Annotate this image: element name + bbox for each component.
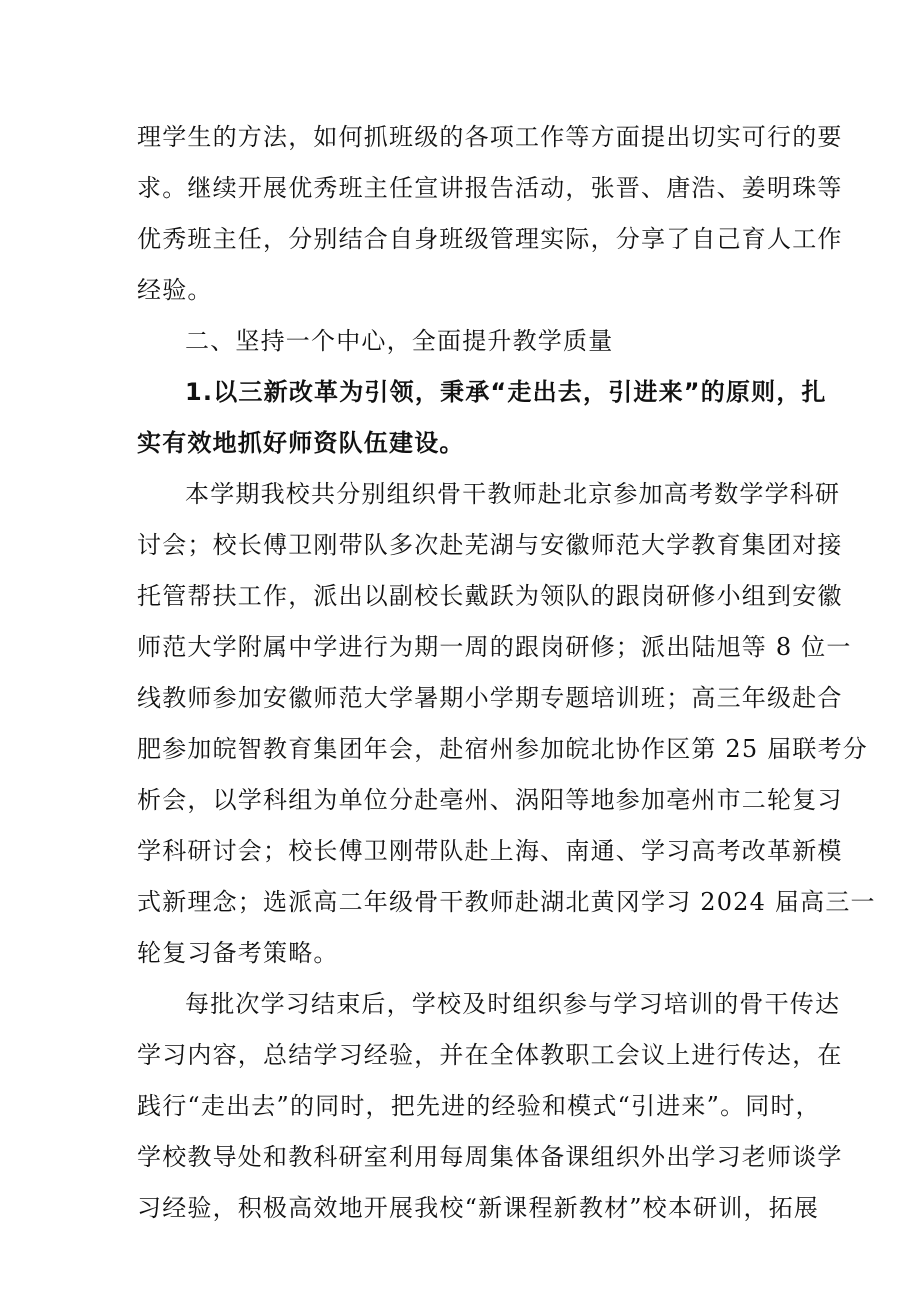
text-line: 经验。 xyxy=(137,276,213,304)
text-line: 肥参加皖智教育集团年会，赴宿州参加皖北协作区第 25 届联考分 xyxy=(137,735,868,763)
text-line: 轮复习备考策略。 xyxy=(137,939,339,967)
text-line: 线教师参加安徽师范大学暑期小学期专题培训班；高三年级赴合 xyxy=(137,684,843,712)
text-line: 学校教导处和教科研室利用每周集体备课组织外出学习老师谈学 xyxy=(137,1143,843,1171)
document-body xyxy=(137,112,876,1234)
subheading-line: 实有效地抓好师资队伍建设。 xyxy=(137,429,465,457)
text-line: 理学生的方法，如何抓班级的各项工作等方面提出切实可行的要 xyxy=(137,123,843,151)
text-line: 师范大学附属中学进行为期一周的跟岗研修；派出陆旭等 8 位一 xyxy=(137,633,852,661)
text-line: 式新理念；选派高二年级骨干教师赴湖北黄冈学习 2024 届高三一 xyxy=(137,888,876,916)
text-line: 讨会；校长傅卫刚带队多次赴芜湖与安徽师范大学教育集团对接 xyxy=(137,531,843,559)
text-line: 践行“走出去”的同时，把先进的经验和模式“引进来”。同时， xyxy=(137,1092,821,1120)
text-line: 析会，以学科组为单位分赴亳州、涡阳等地参加亳州市二轮复习 xyxy=(137,786,843,814)
text-line: 学习内容，总结学习经验，并在全体教职工会议上进行传达，在 xyxy=(137,1041,843,1069)
text-line: 每批次学习结束后，学校及时组织参与学习培训的骨干传达 xyxy=(185,990,841,1018)
section-heading: 二、坚持一个中心，全面提升教学质量 xyxy=(185,327,614,355)
text-line: 求。继续开展优秀班主任宣讲报告活动，张晋、唐浩、姜明珠等 xyxy=(137,174,843,202)
text-line: 学科研讨会；校长傅卫刚带队赴上海、南通、学习高考改革新模 xyxy=(137,837,843,865)
text-line: 本学期我校共分别组织骨干教师赴北京参加高考数学学科研 xyxy=(185,480,841,508)
subheading-line: 1.以三新改革为引领，秉承“走出去，引进来”的原则，扎 xyxy=(185,378,827,406)
paragraph-training xyxy=(137,469,876,979)
text-line: 优秀班主任，分别结合自身班级管理实际，分享了自己育人工作 xyxy=(137,225,843,253)
text-line: 习经验，积极高效地开展我校“新课程新教材”校本研训，拓展 xyxy=(137,1194,820,1222)
paragraph-followup xyxy=(137,979,843,1234)
subheading xyxy=(137,367,827,469)
text-line: 托管帮扶工作，派出以副校长戴跃为领队的跟岗研修小组到安徽 xyxy=(137,582,843,610)
paragraph-management xyxy=(137,112,843,316)
